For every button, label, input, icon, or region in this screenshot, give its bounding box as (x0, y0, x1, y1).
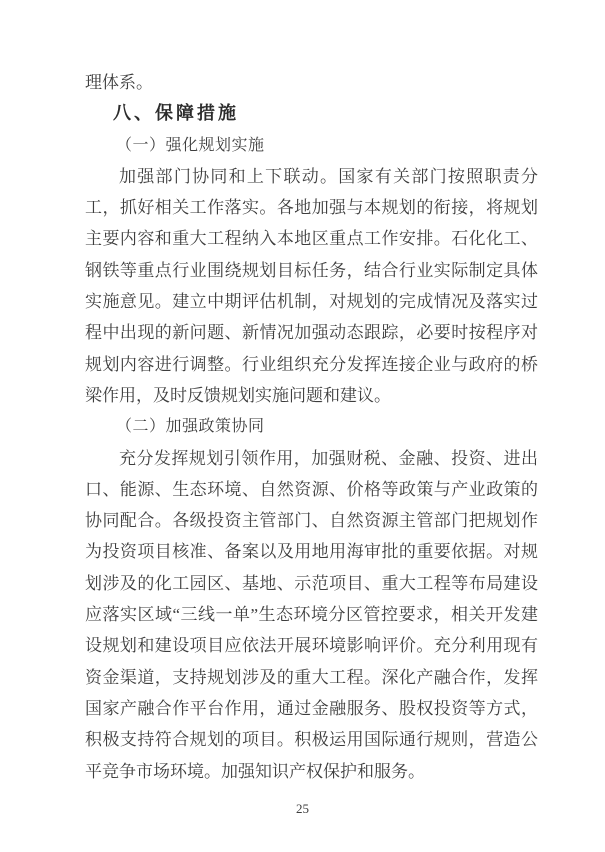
section-heading: 八、保障措施 (113, 103, 239, 124)
paragraph-line: 划涉及的化工园区、基地、示范项目、重大工程等布局建设 (85, 573, 538, 593)
paragraph-line: 设规划和建设项目应依法开展环境影响评价。充分利用现有 (85, 636, 538, 656)
paragraph-line: 口、能源、生态环境、自然资源、价格等政策与产业政策的 (85, 479, 538, 499)
paragraph-line: 加强部门协同和上下联动。国家有关部门按照职责分 (119, 166, 538, 186)
paragraph-line: 平竞争市场环境。加强知识产权保护和服务。 (85, 761, 425, 781)
paragraph-line: 规划内容进行调整。行业组织充分发挥连接企业与政府的桥 (85, 354, 538, 374)
paragraph-line: 实施意见。建立中期评估机制，对规划的完成情况及落实过 (85, 292, 538, 312)
continuation-line: 理体系。 (85, 73, 153, 92)
paragraph-line: 资金渠道，支持规划涉及的重大工程。深化产融合作，发挥 (85, 667, 538, 687)
subsection-1-heading: （一）强化规划实施 (116, 136, 265, 154)
paragraph-line: 应落实区域“三线一单”生态环境分区管控要求，相关开发建 (85, 605, 538, 625)
paragraph-line: 钢铁等重点行业围绕规划目标任务，结合行业实际制定具体 (85, 260, 538, 280)
paragraph-line: 协同配合。各级投资主管部门、自然资源主管部门把规划作 (85, 511, 538, 531)
paragraph-line: 积极支持符合规划的项目。积极运用国际通行规则，营造公 (85, 730, 538, 750)
subsection-2-heading: （二）加强政策协同 (116, 418, 265, 436)
paragraph-line: 主要内容和重大工程纳入本地区重点工作安排。石化化工、 (85, 229, 538, 249)
paragraph-line: 为投资项目核准、备案以及用地用海审批的重要依据。对规 (85, 542, 538, 562)
paragraph-line: 国家产融合作平台作用，通过金融服务、股权投资等方式， (85, 698, 538, 718)
paragraph-line: 充分发挥规划引领作用，加强财税、金融、投资、进出 (119, 448, 538, 468)
paragraph-line: 梁作用，及时反馈规划实施问题和建议。 (85, 385, 391, 405)
paragraph-line: 工，抓好相关工作落实。各地加强与本规划的衔接，将规划 (85, 198, 538, 218)
paragraph-line: 程中出现的新问题、新情况加强动态跟踪，必要时按程序对 (85, 323, 538, 343)
page-number: 25 (296, 801, 309, 816)
text-block (85, 67, 538, 787)
